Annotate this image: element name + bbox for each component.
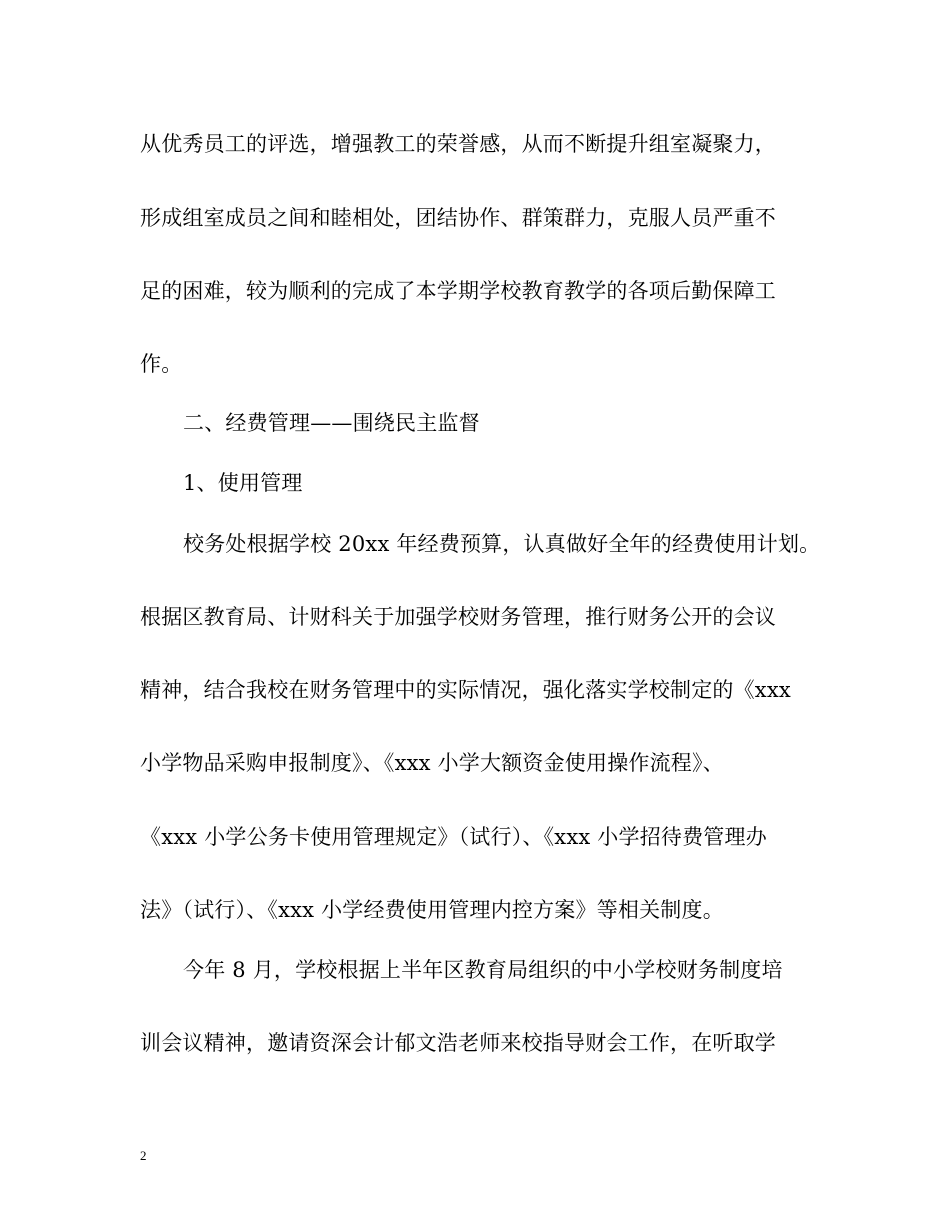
body-text-line: 今年 8 月，学校根据上半年区教育局组织的中小学校财务制度培 [183,958,783,982]
body-text-line: 《xxx 小学公务卡使用管理规定》（试行）、《xxx 小学招待费管理办 [140,825,767,849]
body-text-line: 法》（试行）、《xxx 小学经费使用管理内控方案》等相关制度。 [140,898,724,922]
section-heading: 二、经费管理——围绕民主监督 [183,411,480,435]
body-text-line: 校务处根据学校 20xx 年经费预算，认真做好全年的经费使用计划。 [183,532,821,556]
body-text-line: 小学物品采购申报制度》、《xxx 小学大额资金使用操作流程》、 [140,751,724,775]
body-text-line: 根据区教育局、计财科关于加强学校财务管理，推行财务公开的会议 [140,605,776,629]
body-text-line: 形成组室成员之间和睦相处，团结协作、群策群力，克服人员严重不 [140,206,776,230]
body-text-line: 精神，结合我校在财务管理中的实际情况，强化落实学校制定的《xxx [140,678,791,702]
body-text-line: 作。 [140,352,183,376]
page-number: 2 [140,1148,147,1163]
body-text-line: 足的困难，较为顺利的完成了本学期学校教育教学的各项后勤保障工 [140,279,776,303]
body-text-line: 训会议精神，邀请资深会计郁文浩老师来校指导财会工作，在听取学 [140,1031,776,1055]
body-text-line: 从优秀员工的评选，增强教工的荣誉感，从而不断提升组室凝聚力， [140,132,776,156]
subsection-heading: 1、使用管理 [183,471,303,495]
